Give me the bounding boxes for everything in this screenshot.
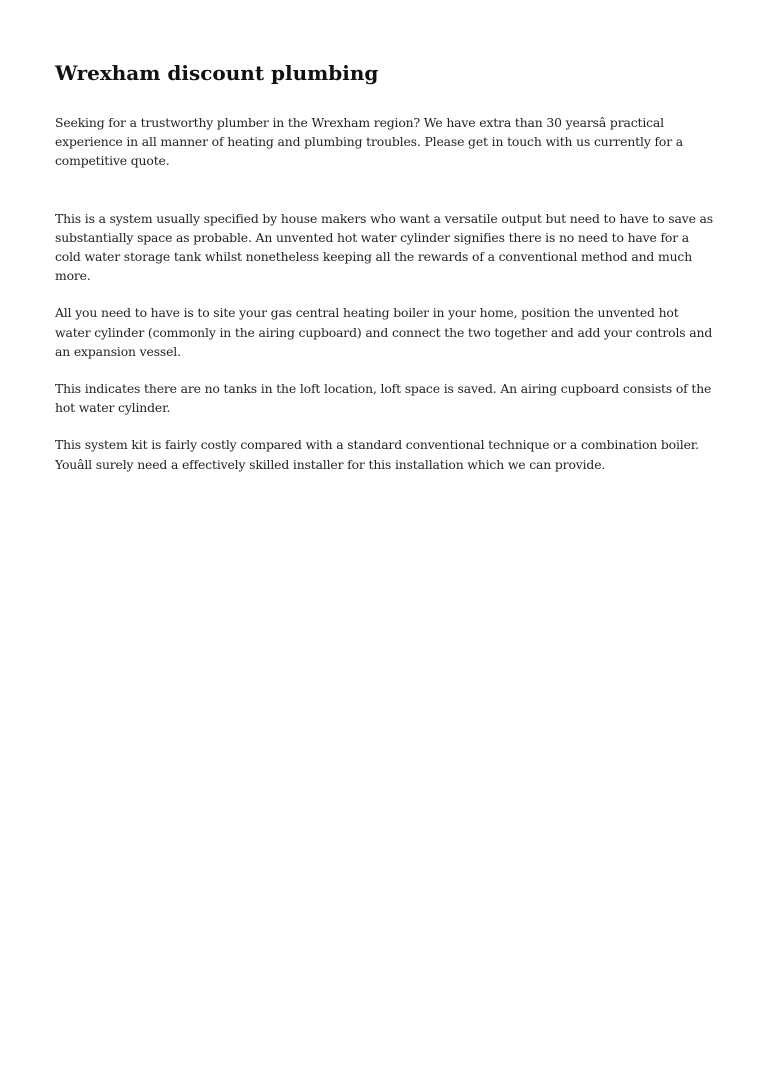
- installation-paragraph: All you need to have is to site your gas central heating boiler in your home, position the unvented hot water cylinder (commonly in the airing cupboard) and connect the two together and add your controls and an expansion vessel.: [55, 305, 713, 359]
- loft-space-paragraph: This indicates there are no tanks in the loft location, loft space is saved. An airing cupboard consists of the hot water cylinder.: [55, 381, 712, 416]
- intro-paragraph: Seeking for a trustworthy plumber in the Wrexham region? We have extra than 30 yearsâ practical experience in all manner of heating and plumbing troubles. Please get in touch with us currently for a competitive quote.: [55, 115, 683, 169]
- spacer: [55, 417, 713, 435]
- spacer: [55, 285, 713, 303]
- cost-paragraph: This system kit is fairly costly compared with a standard conventional technique or a combination boiler. Youâll surely need a effectively skilled installer for this installation which we can provide.: [55, 437, 699, 472]
- spacer: [55, 361, 713, 379]
- page-title: Wrexham discount plumbing: [55, 61, 379, 85]
- system-description-paragraph: This is a system usually specified by house makers who want a versatile output but need to have to save as substantially space as probable. An unvented hot water cylinder signifies there is no need to have for a cold water storage tank whilst nonetheless keeping all the rewards of a conventional method and much more.: [55, 210, 714, 284]
- spacer: [55, 171, 713, 209]
